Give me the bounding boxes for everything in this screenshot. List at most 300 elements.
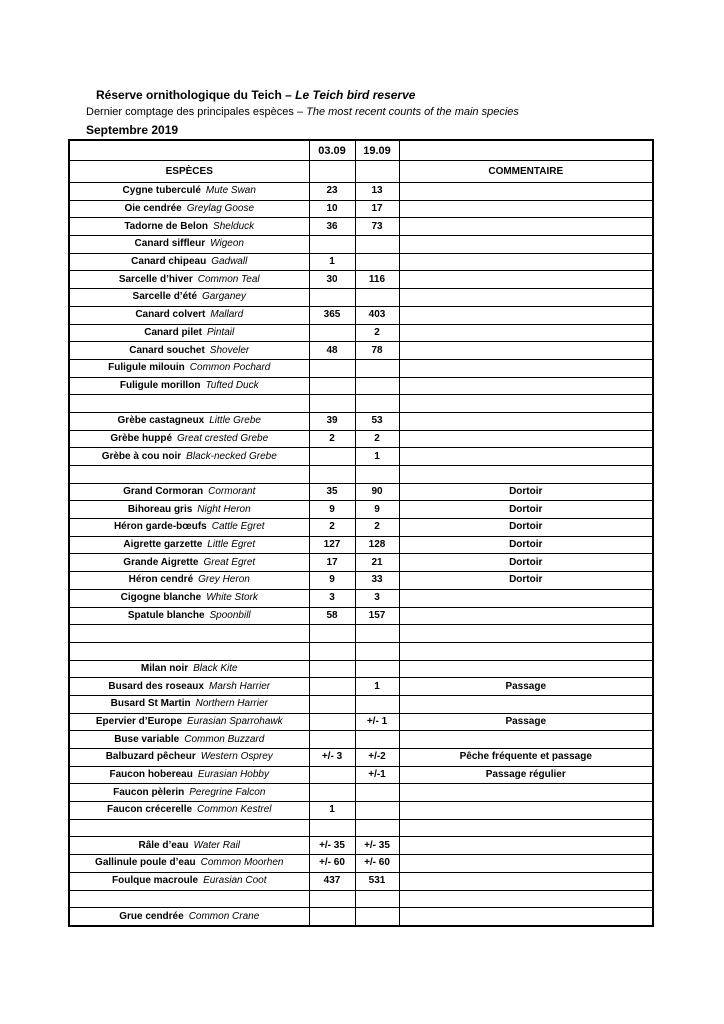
count-cell-date-2: 13 <box>355 183 399 201</box>
species-name-fr: Grèbe huppé <box>110 432 173 444</box>
species-name-fr: Cygne tuberculé <box>122 185 201 197</box>
species-cell <box>69 519 309 537</box>
comment-cell <box>399 183 653 201</box>
count-cell-date-1 <box>309 289 355 307</box>
species-name-fr: Râle d’eau <box>138 839 189 851</box>
species-name-fr: Faucon pèlerin <box>113 786 185 798</box>
table-row <box>69 200 653 218</box>
species-name-fr: Bihoreau gris <box>127 503 193 515</box>
species-name-fr: Grand Cormoran <box>123 486 204 498</box>
species-name-en: Shoveler <box>209 344 250 356</box>
count-cell-date-1 <box>309 784 355 802</box>
species-cell <box>69 342 309 360</box>
count-cell-date-1 <box>309 625 355 643</box>
count-cell-date-1 <box>309 713 355 731</box>
species-name-en: White Stork <box>206 592 258 604</box>
count-cell-date-1 <box>309 819 355 837</box>
table-header-dates <box>69 140 653 161</box>
species-name-en: Common Teal <box>197 273 260 285</box>
spacer-row <box>69 642 653 660</box>
table-row <box>69 678 653 696</box>
species-cell <box>69 784 309 802</box>
species-name-en: Eurasian Hobby <box>197 769 269 781</box>
table-row <box>69 271 653 289</box>
species-name-en: Mallard <box>210 309 244 321</box>
table-row <box>69 412 653 430</box>
count-cell-date-2 <box>355 377 399 395</box>
count-cell-date-2: 2 <box>355 324 399 342</box>
count-cell-date-1: 1 <box>309 802 355 820</box>
comment-cell <box>399 589 653 607</box>
table-row <box>69 749 653 767</box>
species-cell <box>69 466 309 484</box>
count-cell-date-1: +/- 60 <box>309 855 355 873</box>
count-cell-date-2: 53 <box>355 412 399 430</box>
count-cell-date-1: +/- 3 <box>309 749 355 767</box>
comment-cell <box>399 236 653 254</box>
count-cell-date-2: 78 <box>355 342 399 360</box>
spacer-row <box>69 890 653 908</box>
species-name-fr: Busard St Martin <box>110 698 191 710</box>
species-cell <box>69 625 309 643</box>
comment-cell <box>399 200 653 218</box>
count-cell-date-2 <box>355 731 399 749</box>
species-name-fr: Tadorne de Belon <box>124 220 209 232</box>
species-cell <box>69 359 309 377</box>
count-cell-date-1 <box>309 731 355 749</box>
species-name-fr: Foulque macroule <box>112 875 199 887</box>
species-cell <box>69 695 309 713</box>
count-cell-date-1 <box>309 766 355 784</box>
comment-cell <box>399 731 653 749</box>
species-cell <box>69 749 309 767</box>
count-cell-date-1: 48 <box>309 342 355 360</box>
count-cell-date-2: +/- 1 <box>355 713 399 731</box>
count-cell-date-1: +/- 35 <box>309 837 355 855</box>
species-cell <box>69 200 309 218</box>
species-cell <box>69 395 309 413</box>
comment-cell <box>399 359 653 377</box>
table-row <box>69 519 653 537</box>
table-row <box>69 359 653 377</box>
comment-cell <box>399 395 653 413</box>
species-name-en: Black Kite <box>193 662 238 674</box>
species-name-en: Great crested Grebe <box>177 432 269 444</box>
species-cell <box>69 448 309 466</box>
species-cell <box>69 589 309 607</box>
table-row <box>69 377 653 395</box>
species-name-en: Common Crane <box>188 910 260 922</box>
count-cell-date-2 <box>355 289 399 307</box>
species-name-fr: Epervier d’Europe <box>95 715 183 727</box>
species-name-en: Pintail <box>207 326 235 338</box>
table-row <box>69 908 653 926</box>
comment-cell <box>399 802 653 820</box>
page-subtitle <box>86 106 519 118</box>
comment-cell: Passage <box>399 678 653 696</box>
species-name-fr: Gallinule poule d’eau <box>95 857 196 869</box>
count-cell-date-1: 365 <box>309 306 355 324</box>
comment-cell: Dortoir <box>399 536 653 554</box>
comment-column-header: COMMENTAIRE <box>399 161 653 183</box>
count-cell-date-2 <box>355 908 399 926</box>
species-name-fr: Balbuzard pêcheur <box>105 751 196 763</box>
comment-cell <box>399 642 653 660</box>
count-cell-date-2: 9 <box>355 501 399 519</box>
comment-cell <box>399 908 653 926</box>
species-name-en: Greylag Goose <box>186 203 255 215</box>
species-count-table <box>68 139 654 927</box>
table-header-labels <box>69 161 653 183</box>
species-name-en: Western Osprey <box>200 751 273 763</box>
table-row <box>69 342 653 360</box>
table-row <box>69 289 653 307</box>
count-cell-date-2: 73 <box>355 218 399 236</box>
species-name-fr: Grèbe à cou noir <box>101 450 182 462</box>
comment-cell: Dortoir <box>399 554 653 572</box>
species-cell <box>69 253 309 271</box>
species-cell <box>69 908 309 926</box>
spacer-row <box>69 625 653 643</box>
table-row <box>69 448 653 466</box>
species-cell <box>69 412 309 430</box>
comment-cell <box>399 695 653 713</box>
comment-cell <box>399 306 653 324</box>
table-row <box>69 253 653 271</box>
spacer-row <box>69 395 653 413</box>
species-name-fr: Buse variable <box>114 733 180 745</box>
table-row <box>69 501 653 519</box>
species-cell <box>69 554 309 572</box>
count-cell-date-2: 403 <box>355 306 399 324</box>
species-name-fr: Canard siffleur <box>134 238 206 250</box>
species-name-fr: Faucon hobereau <box>109 769 193 781</box>
table-row <box>69 554 653 572</box>
count-cell-date-2 <box>355 819 399 837</box>
species-name-en: Night Heron <box>197 503 251 515</box>
species-name-fr: Grue cendrée <box>119 910 184 922</box>
species-name-en: Common Moorhen <box>200 857 284 869</box>
table-row <box>69 183 653 201</box>
header-empty-cell <box>309 161 355 183</box>
species-name-en: Common Buzzard <box>184 733 265 745</box>
count-cell-date-1 <box>309 908 355 926</box>
comment-cell <box>399 218 653 236</box>
comment-cell: Dortoir <box>399 519 653 537</box>
count-cell-date-2: +/-1 <box>355 766 399 784</box>
count-cell-date-1 <box>309 359 355 377</box>
comment-cell <box>399 625 653 643</box>
species-cell <box>69 837 309 855</box>
table-row <box>69 660 653 678</box>
header-empty-cell <box>399 140 653 161</box>
species-name-en: Garganey <box>202 291 246 303</box>
species-name-en: Great Egret <box>203 556 256 568</box>
species-cell <box>69 536 309 554</box>
species-name-en: Shelduck <box>213 220 255 232</box>
count-cell-date-1 <box>309 448 355 466</box>
comment-cell: Pêche fréquente et passage <box>399 749 653 767</box>
species-cell <box>69 890 309 908</box>
species-cell <box>69 607 309 625</box>
table-row <box>69 430 653 448</box>
table-row <box>69 695 653 713</box>
species-name-en: Peregrine Falcon <box>189 786 266 798</box>
count-cell-date-1: 9 <box>309 572 355 590</box>
comment-cell: Dortoir <box>399 501 653 519</box>
header-empty-cell <box>69 140 309 161</box>
count-cell-date-1 <box>309 660 355 678</box>
species-name-fr: Aigrette garzette <box>123 539 203 551</box>
comment-cell <box>399 784 653 802</box>
table-row <box>69 572 653 590</box>
species-cell <box>69 218 309 236</box>
count-cell-date-1: 3 <box>309 589 355 607</box>
comment-cell <box>399 430 653 448</box>
count-cell-date-1: 2 <box>309 519 355 537</box>
species-cell <box>69 802 309 820</box>
species-cell <box>69 872 309 890</box>
table-row <box>69 218 653 236</box>
count-cell-date-1: 35 <box>309 483 355 501</box>
date-column-1: 03.09 <box>309 140 355 161</box>
table-row <box>69 536 653 554</box>
species-name-fr: Héron garde-bœufs <box>113 521 207 533</box>
count-cell-date-2 <box>355 359 399 377</box>
species-name-en: Cattle Egret <box>211 521 265 533</box>
count-cell-date-2 <box>355 253 399 271</box>
species-name-en: Mute Swan <box>205 185 256 197</box>
count-cell-date-1 <box>309 236 355 254</box>
comment-cell: Passage régulier <box>399 766 653 784</box>
count-cell-date-2 <box>355 695 399 713</box>
count-cell-date-1 <box>309 695 355 713</box>
species-name-en: Water Rail <box>193 839 241 851</box>
count-cell-date-1: 9 <box>309 501 355 519</box>
comment-cell <box>399 289 653 307</box>
species-name-en: Marsh Harrier <box>208 680 271 692</box>
count-cell-date-2: 3 <box>355 589 399 607</box>
table-row <box>69 324 653 342</box>
species-name-en: Eurasian Sparrohawk <box>187 715 283 727</box>
table-row <box>69 802 653 820</box>
comment-cell: Dortoir <box>399 572 653 590</box>
species-name-en: Little Grebe <box>209 415 261 427</box>
species-name-fr: Busard des roseaux <box>108 680 204 692</box>
count-cell-date-2: 33 <box>355 572 399 590</box>
count-cell-date-1 <box>309 466 355 484</box>
count-cell-date-2 <box>355 395 399 413</box>
count-cell-date-2 <box>355 625 399 643</box>
species-cell <box>69 678 309 696</box>
species-cell <box>69 766 309 784</box>
species-cell <box>69 501 309 519</box>
comment-cell <box>399 837 653 855</box>
comment-cell <box>399 448 653 466</box>
count-cell-date-2: 90 <box>355 483 399 501</box>
count-cell-date-2: 157 <box>355 607 399 625</box>
species-name-en: Common Pochard <box>189 362 271 374</box>
species-name-fr: Sarcelle d’hiver <box>118 273 193 285</box>
comment-cell <box>399 872 653 890</box>
count-cell-date-1: 1 <box>309 253 355 271</box>
count-cell-date-2 <box>355 660 399 678</box>
species-name-fr: Sarcelle d’été <box>132 291 198 303</box>
count-cell-date-1: 10 <box>309 200 355 218</box>
count-cell-date-2: 531 <box>355 872 399 890</box>
species-name-en: Little Egret <box>207 539 256 551</box>
count-cell-date-2: 17 <box>355 200 399 218</box>
comment-cell <box>399 855 653 873</box>
header-empty-cell <box>355 161 399 183</box>
species-cell <box>69 289 309 307</box>
count-cell-date-2: +/-2 <box>355 749 399 767</box>
comment-cell: Passage <box>399 713 653 731</box>
species-cell <box>69 713 309 731</box>
count-cell-date-2: 116 <box>355 271 399 289</box>
count-cell-date-1 <box>309 890 355 908</box>
count-cell-date-1: 58 <box>309 607 355 625</box>
species-cell <box>69 660 309 678</box>
species-name-en: Wigeon <box>210 238 244 250</box>
species-name-fr: Héron cendré <box>128 574 194 586</box>
species-name-fr: Spatule blanche <box>127 609 205 621</box>
table-row <box>69 766 653 784</box>
subtitle-en: The most recent counts of the main species <box>306 106 519 118</box>
species-cell <box>69 483 309 501</box>
species-cell <box>69 183 309 201</box>
species-name-fr: Canard souchet <box>129 344 205 356</box>
count-cell-date-2: 1 <box>355 448 399 466</box>
count-cell-date-2: 128 <box>355 536 399 554</box>
species-name-fr: Milan noir <box>140 662 189 674</box>
species-name-en: Cormorant <box>208 486 256 498</box>
table-row <box>69 731 653 749</box>
count-cell-date-1: 17 <box>309 554 355 572</box>
comment-cell <box>399 271 653 289</box>
comment-cell <box>399 377 653 395</box>
table-row <box>69 784 653 802</box>
comment-cell <box>399 412 653 430</box>
comment-cell <box>399 324 653 342</box>
count-cell-date-1 <box>309 377 355 395</box>
comment-cell <box>399 342 653 360</box>
count-cell-date-1 <box>309 395 355 413</box>
count-cell-date-2 <box>355 784 399 802</box>
species-name-fr: Faucon crécerelle <box>106 804 193 816</box>
date-column-2: 19.09 <box>355 140 399 161</box>
species-name-en: Black-necked Grebe <box>186 450 277 462</box>
species-cell <box>69 271 309 289</box>
table-row <box>69 306 653 324</box>
table-row <box>69 607 653 625</box>
species-cell <box>69 731 309 749</box>
spacer-row <box>69 819 653 837</box>
comment-cell <box>399 819 653 837</box>
species-cell <box>69 819 309 837</box>
comment-cell <box>399 660 653 678</box>
species-name-fr: Oie cendrée <box>124 203 182 215</box>
count-cell-date-1 <box>309 642 355 660</box>
count-cell-date-1: 127 <box>309 536 355 554</box>
comment-cell <box>399 466 653 484</box>
table-row <box>69 872 653 890</box>
count-cell-date-2: 2 <box>355 519 399 537</box>
subtitle-fr: Dernier comptage des principales espèces – <box>86 106 307 118</box>
species-cell <box>69 324 309 342</box>
species-name-fr: Canard chipeau <box>131 256 207 268</box>
spacer-row <box>69 466 653 484</box>
count-cell-date-1: 36 <box>309 218 355 236</box>
comment-cell <box>399 607 653 625</box>
page-title <box>96 88 415 102</box>
count-cell-date-1: 39 <box>309 412 355 430</box>
count-cell-date-1: 23 <box>309 183 355 201</box>
count-cell-date-2: 1 <box>355 678 399 696</box>
species-column-header: ESPÈCES <box>69 161 309 183</box>
count-cell-date-1: 30 <box>309 271 355 289</box>
species-name-fr: Cigogne blanche <box>120 592 202 604</box>
species-cell <box>69 642 309 660</box>
count-cell-date-2: 21 <box>355 554 399 572</box>
count-cell-date-2 <box>355 802 399 820</box>
count-cell-date-1: 437 <box>309 872 355 890</box>
species-name-en: Gadwall <box>211 256 248 268</box>
comment-cell: Dortoir <box>399 483 653 501</box>
count-cell-date-2 <box>355 466 399 484</box>
species-name-en: Eurasian Coot <box>203 875 267 887</box>
report-date: Septembre 2019 <box>86 123 179 137</box>
count-cell-date-1 <box>309 678 355 696</box>
count-cell-date-2: +/- 35 <box>355 837 399 855</box>
species-name-en: Common Kestrel <box>197 804 272 816</box>
title-fr: Réserve ornithologique du Teich – <box>96 88 296 102</box>
count-cell-date-1: 2 <box>309 430 355 448</box>
count-cell-date-2 <box>355 890 399 908</box>
count-cell-date-2 <box>355 236 399 254</box>
species-name-fr: Fuligule milouin <box>108 362 185 374</box>
species-name-fr: Canard colvert <box>135 309 206 321</box>
species-name-fr: Canard pilet <box>144 326 203 338</box>
table-row <box>69 483 653 501</box>
count-cell-date-1 <box>309 324 355 342</box>
species-cell <box>69 572 309 590</box>
species-name-en: Tufted Duck <box>205 379 259 391</box>
table-row <box>69 236 653 254</box>
species-name-en: Spoonbill <box>209 609 251 621</box>
species-name-fr: Grèbe castagneux <box>117 415 205 427</box>
table-row <box>69 713 653 731</box>
table-row <box>69 855 653 873</box>
species-cell <box>69 855 309 873</box>
species-name-en: Grey Heron <box>198 574 250 586</box>
species-name-fr: Grande Aigrette <box>123 556 199 568</box>
species-cell <box>69 236 309 254</box>
species-name-en: Northern Harrier <box>195 698 268 710</box>
species-cell <box>69 377 309 395</box>
species-cell <box>69 430 309 448</box>
table-row <box>69 589 653 607</box>
count-cell-date-2: +/- 60 <box>355 855 399 873</box>
comment-cell <box>399 890 653 908</box>
title-en: Le Teich bird reserve <box>295 88 416 102</box>
species-name-fr: Fuligule morillon <box>119 379 201 391</box>
comment-cell <box>399 253 653 271</box>
count-cell-date-2 <box>355 642 399 660</box>
count-cell-date-2: 2 <box>355 430 399 448</box>
table-row <box>69 837 653 855</box>
species-cell <box>69 306 309 324</box>
